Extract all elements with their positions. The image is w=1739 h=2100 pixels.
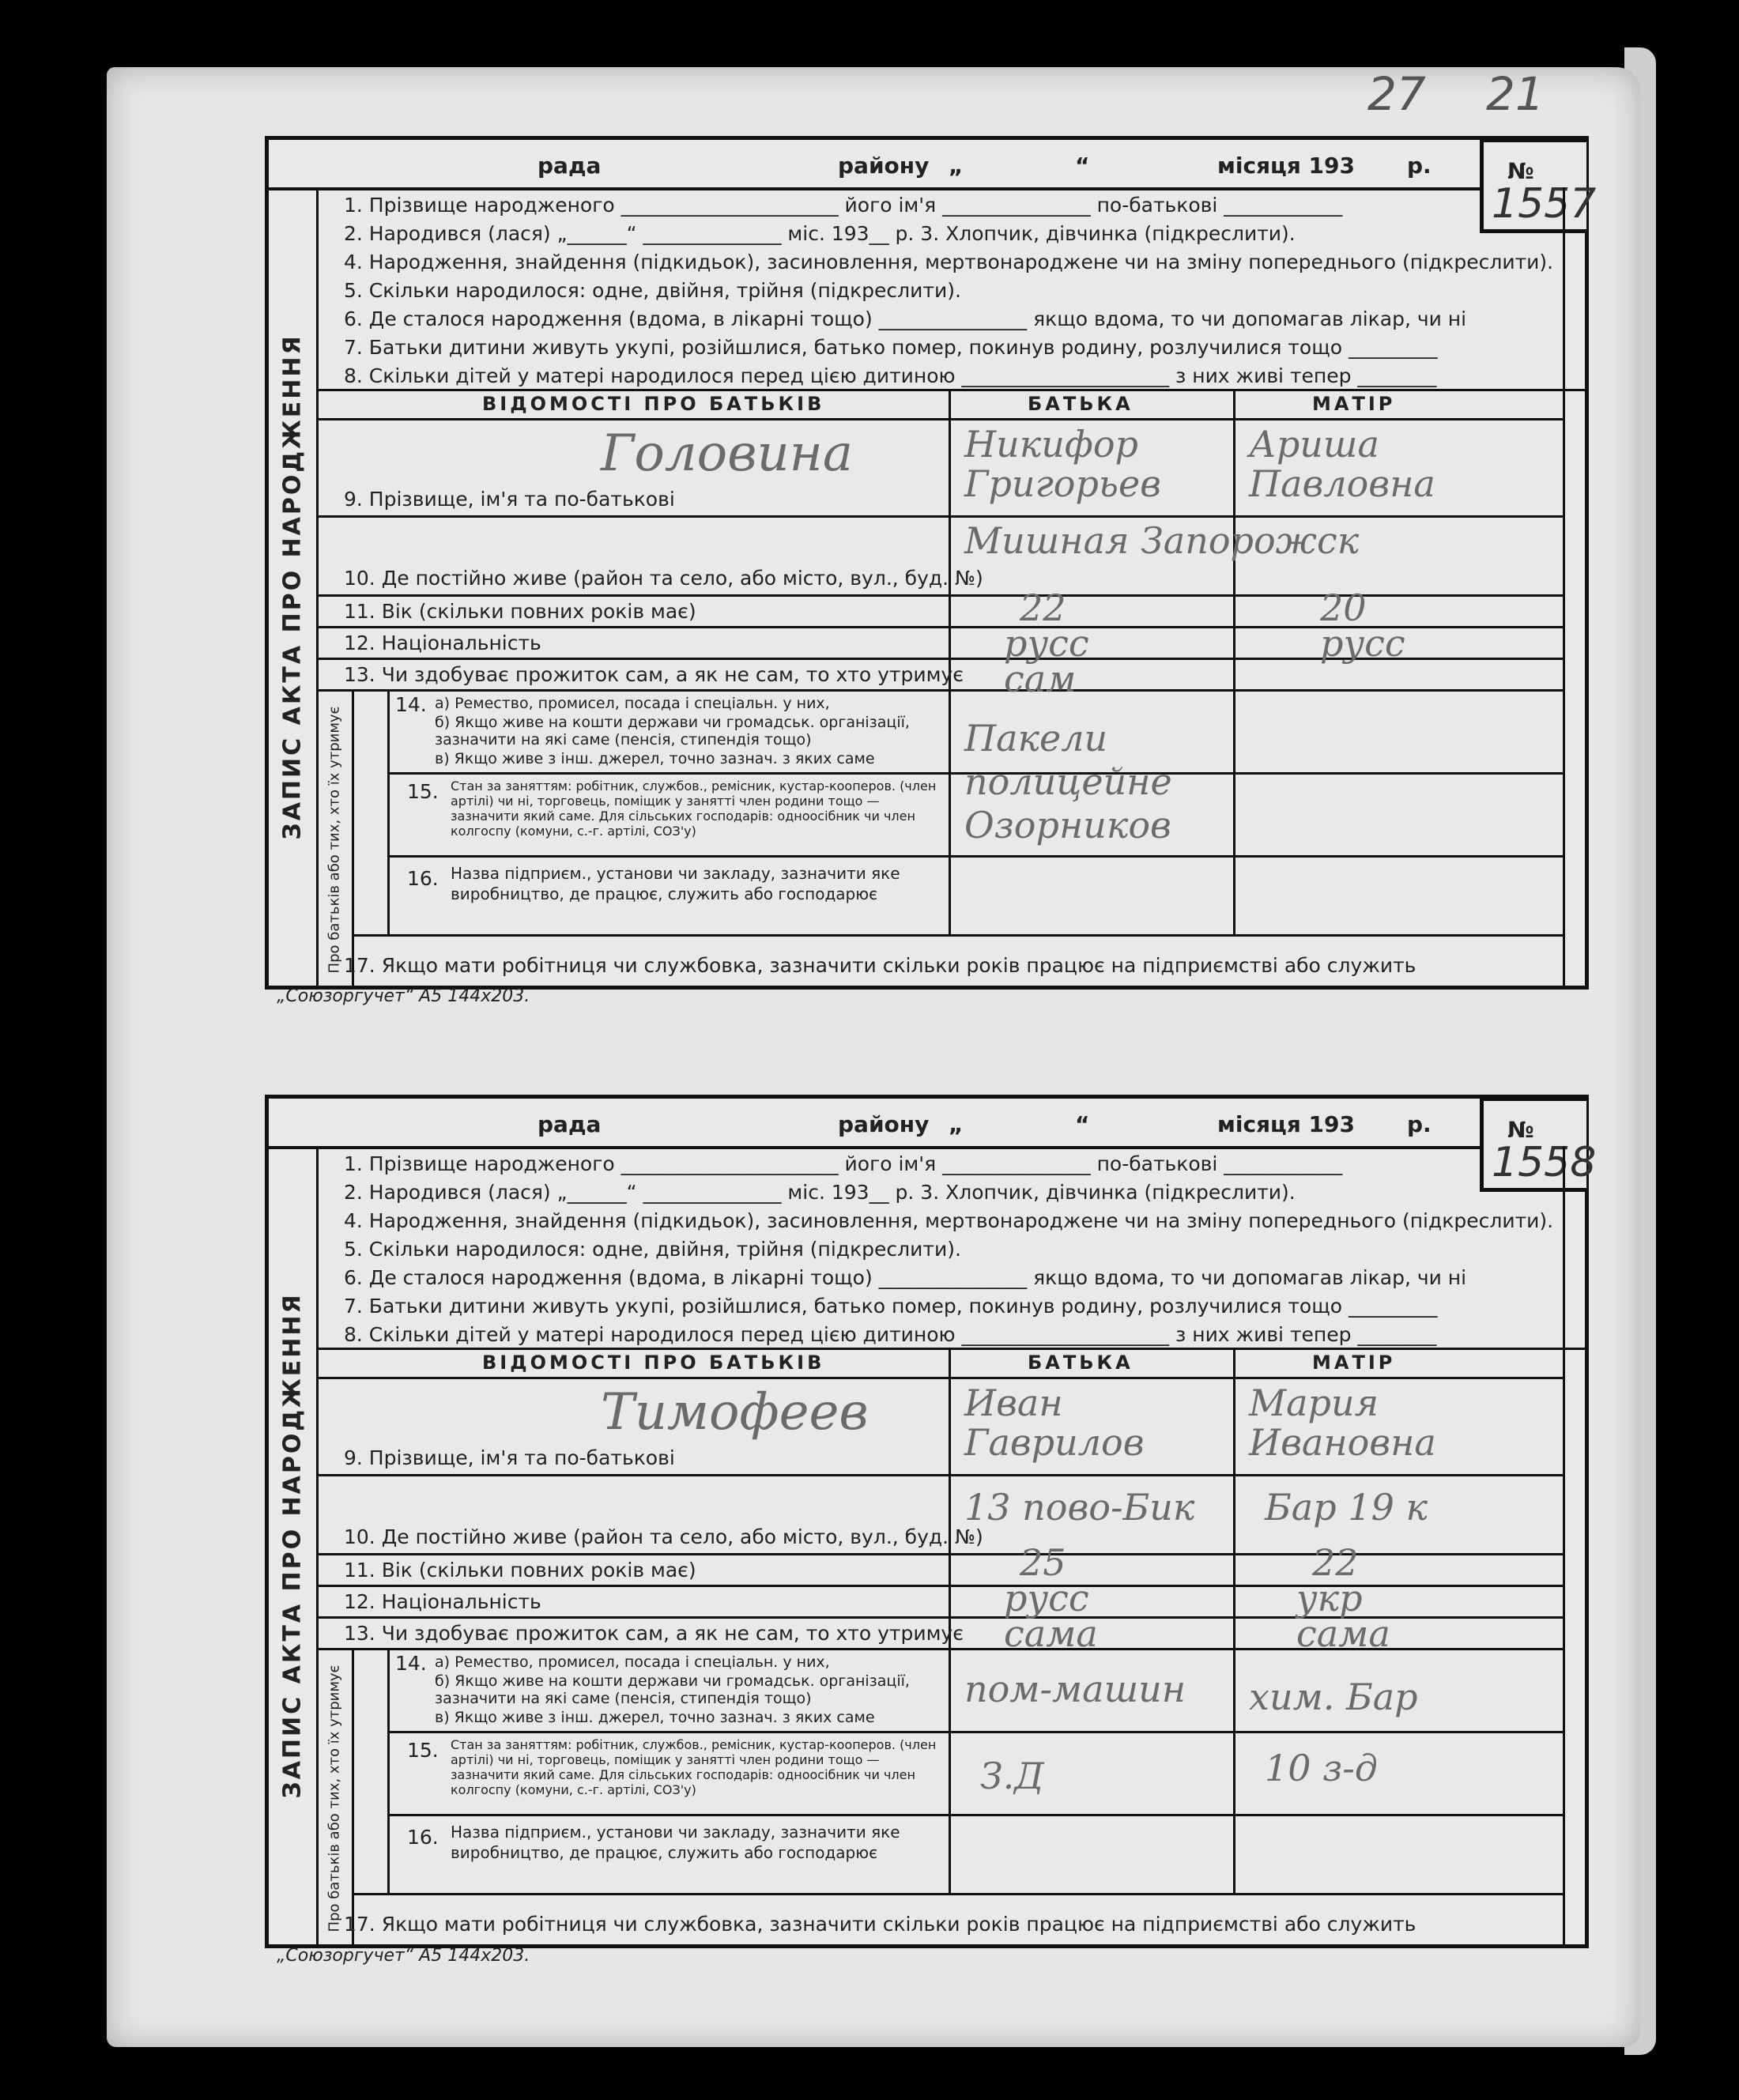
footer-1: „Союзоргучет“ А5 144х203.: [277, 986, 530, 1006]
line-4: 4. Народження, знайдення (підкидьок), засиновлення, мертвонароджене чи на зміну попереднього (підкреслити).: [344, 251, 1554, 273]
row-12-label: 12. Національність: [344, 1590, 541, 1613]
row-9-label: 9. Прізвище, ім'я та по-батькові: [344, 488, 675, 511]
row-16-num: 16.: [407, 1826, 439, 1849]
row-16-label: Назва підприєм., установи чи закладу, зазначити яке виробництво, де працює, служить або господарює: [451, 1823, 900, 1862]
footer-2: „Союзоргучет“ А5 144х203.: [277, 1946, 530, 1966]
hw-mother-name: Ариша Павловна: [1249, 423, 1435, 505]
hw-father-name: Никифор Григорьев: [964, 423, 1161, 505]
col-head-info: ВІДОМОСТІ ПРО БАТЬКІВ: [482, 1352, 825, 1374]
hw-mother-age: 20: [1320, 586, 1367, 629]
corner-number-2: 21: [1486, 67, 1545, 121]
year-suffix: р.: [1407, 153, 1432, 179]
col-head-father: БАТЬКА: [1028, 1352, 1134, 1374]
row-14-num: 14.: [395, 1652, 427, 1675]
side-title-column: [269, 1146, 319, 1944]
row-10-label: 10. Де постійно живе (район та село, або місто, вул., буд. №): [344, 567, 983, 590]
quote-close: “: [1075, 153, 1090, 179]
form-header: [269, 140, 1585, 190]
vertical-subtitle: Про батьків або тих, хто їх утримує: [326, 1665, 343, 1932]
quote-open: „: [949, 153, 964, 179]
hw-father-occupation: Пакели полицейне Озорников: [964, 717, 1172, 846]
row-14a: а) Ремество, промисел, посада і спеціальн. у них,: [435, 695, 830, 712]
col-head-mother: МАТІР: [1312, 393, 1396, 415]
row-17-label: 17. Якщо мати робітниця чи службовка, зазначити скільки років працює на підприємстві або служить: [344, 954, 1416, 977]
hw-surname: Головина: [601, 424, 853, 483]
hw-mother-support: сама: [1296, 1612, 1390, 1655]
right-margin-line: [1563, 1146, 1565, 1944]
line-6: 6. Де сталося народження (вдома, в лікарні тощо) _______________ якщо вдома, то чи допомагав лікар, чи ні: [344, 307, 1467, 330]
hw-residence: 13 пово-Бик: [964, 1486, 1195, 1529]
line-8: 8. Скільки дітей у матері народилося перед цією дитиною _____________________ з них живі тепер ________: [344, 364, 1437, 387]
hw-mother-occupation-2: 10 з-д: [1265, 1747, 1378, 1789]
corner-number-1: 27: [1367, 67, 1426, 121]
hw-mother-nationality: русс: [1320, 622, 1405, 665]
hw-father-occupation: пом-машин: [964, 1668, 1186, 1710]
line-5: 5. Скільки народилося: одне, двійня, трійня (підкреслити).: [344, 279, 961, 302]
col-head-mother: МАТІР: [1312, 1352, 1396, 1374]
row-15-num: 15.: [407, 780, 439, 803]
birth-record-form-2: [265, 1095, 1597, 1948]
rayonu-label: району: [838, 153, 930, 179]
quote-close: “: [1075, 1111, 1090, 1137]
line-1: 1. Прізвище народженого ______________________ його ім'я _______________ по-батькові ____________: [344, 1152, 1343, 1175]
number-sign: №: [1507, 1117, 1534, 1143]
row-14b: б) Якщо живе на кошти держави чи громадськ. організації, зазначити на які саме (пенсія, стипендія тощо): [435, 1672, 910, 1707]
hw-mother-occupation: хим. Бар: [1249, 1676, 1418, 1718]
row-14c: в) Якщо живе з інш. джерел, точно зазнач. з яких саме: [435, 1709, 875, 1726]
hw-mother-age: 22: [1312, 1541, 1359, 1584]
line-2: 2. Народився (лася) „______“ ______________ міс. 193__ р. 3. Хлопчик, дівчинка (підкреслити).: [344, 1181, 1296, 1204]
quote-open: „: [949, 1111, 964, 1137]
line-4: 4. Народження, знайдення (підкидьок), засиновлення, мертвонароджене чи на зміну попереднього (підкреслити).: [344, 1209, 1554, 1232]
hw-mother-name: Мария Ивановна: [1249, 1382, 1436, 1464]
row-9-label: 9. Прізвище, ім'я та по-батькові: [344, 1446, 675, 1469]
hw-father-support: сама: [1004, 1612, 1098, 1655]
row-14-num: 14.: [395, 693, 427, 716]
line-2: 2. Народився (лася) „______“ ______________ міс. 193__ р. 3. Хлопчик, дівчинка (підкреслити).: [344, 222, 1296, 245]
row-10-label: 10. Де постійно живе (район та село, або місто, вул., буд. №): [344, 1525, 983, 1548]
side-title: ЗАПИС АКТА ПРО НАРОДЖЕННЯ: [278, 1291, 307, 1799]
hw-father-age: 22: [1020, 586, 1066, 629]
month-label: місяця 193: [1217, 153, 1355, 179]
row-12-label: 12. Національність: [344, 632, 541, 654]
col-head-father: БАТЬКА: [1028, 393, 1134, 415]
line-8: 8. Скільки дітей у матері народилося перед цією дитиною _____________________ з них живі тепер ________: [344, 1323, 1437, 1346]
hw-father-nationality: русс: [1004, 622, 1089, 665]
row-11-label: 11. Вік (скільки повних років має): [344, 600, 696, 623]
record-number-stamp: [1480, 138, 1597, 233]
row-15-num: 15.: [407, 1739, 439, 1762]
hw-father-occupation-2: З.Д: [980, 1755, 1044, 1797]
year-suffix: р.: [1407, 1111, 1432, 1137]
row-14c: в) Якщо живе з інш. джерел, точно зазнач. з яких саме: [435, 750, 875, 767]
form-header: [269, 1099, 1585, 1149]
hw-mother-nationality: укр: [1296, 1577, 1363, 1619]
row-15-label: Стан за заняттям: робітник, службов., ремісник, кустар-кооперов. (член артілі) чи ні, торговець, поміщик у занятті член родини тощо — зазначити який саме. Для сільських господарів: одноосібник чи член колгоспу (комуни, с.-г. артілі, СОЗ'у): [451, 779, 937, 839]
hw-residence: Мишная Запорожск: [964, 519, 1360, 562]
row-14b: б) Якщо живе на кошти держави чи громадськ. організації, зазначити на які саме (пенсія, стипендія тощо): [435, 714, 910, 748]
record-number-stamp: [1480, 1097, 1597, 1192]
line-7: 7. Батьки дитини живуть укупі, розійшлися, батько помер, покинув родину, розлучилися тощо _________: [344, 1295, 1438, 1318]
rayonu-label: району: [838, 1111, 930, 1137]
hw-father-age: 25: [1020, 1541, 1066, 1584]
hw-residence-mother: Бар 19 к: [1265, 1486, 1428, 1529]
vertical-subtitle: Про батьків або тих, хто їх утримує: [326, 706, 343, 973]
hw-father-name: Иван Гаврилов: [964, 1382, 1145, 1464]
month-label: місяця 193: [1217, 1111, 1355, 1137]
row-13-label: 13. Чи здобуває прожиток сам, а як не сам, то хто утримує: [344, 663, 964, 686]
line-5: 5. Скільки народилося: одне, двійня, трійня (підкреслити).: [344, 1238, 961, 1261]
side-title-column: [269, 187, 319, 986]
side-title: ЗАПИС АКТА ПРО НАРОДЖЕННЯ: [278, 333, 307, 840]
rada-label: рада: [538, 153, 602, 179]
row-14a: а) Ремество, промисел, посада і спеціальн. у них,: [435, 1653, 830, 1671]
rada-label: рада: [538, 1111, 602, 1137]
birth-record-form-1: [265, 136, 1597, 990]
col-head-info: ВІДОМОСТІ ПРО БАТЬКІВ: [482, 393, 825, 415]
record-number: 1557: [1492, 180, 1597, 228]
row-17-label: 17. Якщо мати робітниця чи службовка, зазначити скільки років працює на підприємстві або служить: [344, 1913, 1416, 1936]
hw-father-support: сам: [1004, 658, 1077, 700]
row-16-label: Назва підприєм., установи чи закладу, зазначити яке виробництво, де працює, служить або господарює: [451, 864, 900, 903]
right-margin-line: [1563, 187, 1565, 986]
record-number: 1558: [1492, 1139, 1597, 1186]
line-6: 6. Де сталося народження (вдома, в лікарні тощо) _______________ якщо вдома, то чи допомагав лікар, чи ні: [344, 1266, 1467, 1289]
row-15-label: Стан за заняттям: робітник, службов., ремісник, кустар-кооперов. (член артілі) чи ні, торговець, поміщик у занятті член родини тощо — зазначити який саме. Для сільських господарів: одноосібник чи член колгоспу (комуни, с.-г. артілі, СОЗ'у): [451, 1737, 937, 1797]
hw-father-nationality: русс: [1004, 1577, 1089, 1619]
row-13-label: 13. Чи здобуває прожиток сам, а як не сам, то хто утримує: [344, 1622, 964, 1645]
line-1: 1. Прізвище народженого ______________________ його ім'я _______________ по-батькові ____________: [344, 194, 1343, 217]
row-16-num: 16.: [407, 867, 439, 890]
number-sign: №: [1507, 158, 1534, 184]
line-7: 7. Батьки дитини живуть укупі, розійшлися, батько помер, покинув родину, розлучилися тощо _________: [344, 336, 1438, 359]
row-11-label: 11. Вік (скільки повних років має): [344, 1559, 696, 1582]
hw-surname: Тимофеев: [601, 1383, 869, 1442]
